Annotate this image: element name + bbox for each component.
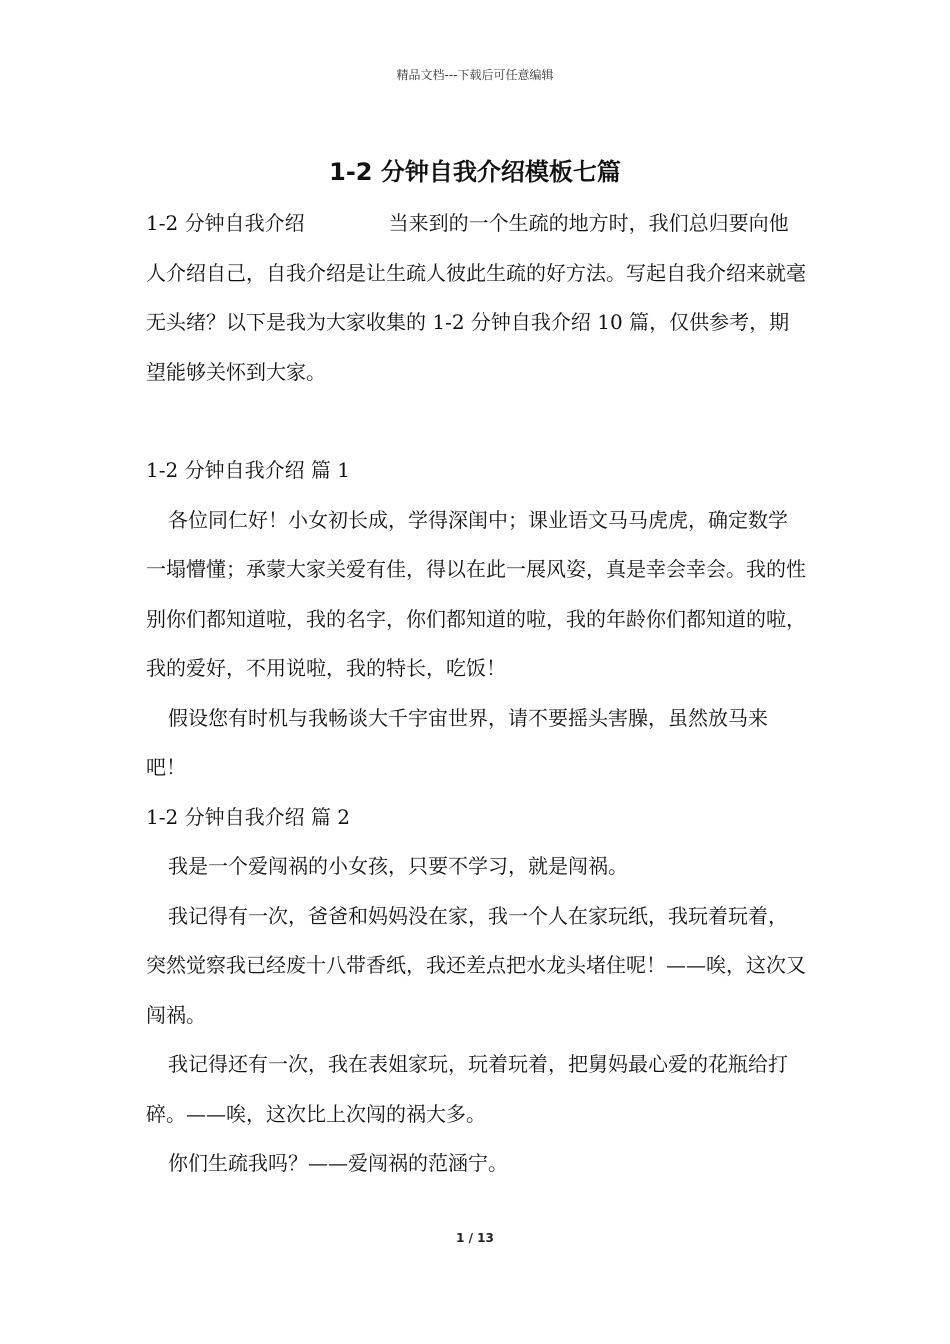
- section-1-paragraph: 假设您有时机与我畅谈大千宇宙世界，请不要摇头害臊，虽然放马来吧！: [146, 705, 768, 779]
- intro-lead: 1-2 分钟自我介绍: [146, 211, 305, 235]
- section-2-paragraph: 我是一个爱闯祸的小女孩，只要不学习，就是闯祸。: [168, 854, 628, 878]
- section-heading-2: 1-2 分钟自我介绍 篇 2: [146, 804, 351, 829]
- section-1-paragraph: 各位同仁好！小女初长成，学得深闺中；课业语文马马虎虎，确定数学一塌懵懂；承蒙大家关爱有佳，得以在此一展风姿，真是幸会幸会。我的性别你们都知道啦，我的名字，你们都知道的啦，我的年龄你们都知道的啦，我的爱好，不用说啦，我的特长，吃饭！: [146, 507, 806, 680]
- intro-paragraph: [146, 199, 806, 397]
- section-2-paragraph: 你们生疏我吗？——爱闯祸的范涵宁。: [168, 1151, 508, 1175]
- document-body: [146, 199, 806, 1189]
- page-number: 1 / 13: [456, 1231, 494, 1245]
- page-header: 精品文档---下载后可任意编辑: [396, 68, 554, 82]
- section-2-paragraph: 我记得还有一次，我在表姐家玩，玩着玩着，把舅妈最心爱的花瓶给打碎。——唉，这次比上次闯的祸大多。: [146, 1052, 788, 1126]
- section-2-paragraph: 我记得有一次，爸爸和妈妈没在家，我一个人在家玩纸，我玩着玩着，突然觉察我已经废十八带香纸，我还差点把水龙头堵住呢！——唉，这次又闯祸。: [146, 903, 806, 1027]
- document-title: 1-2 分钟自我介绍模板七篇: [329, 158, 621, 186]
- section-heading-1: 1-2 分钟自我介绍 篇 1: [146, 458, 351, 482]
- intro-text: 当来到的一个生疏的地方时，我们总归要向他人介绍自己，自我介绍是让生疏人彼此生疏的好方法。写起自我介绍来就毫无头绪？以下是我为大家收集的 1-2 分钟自我介绍 10 篇，仅供参考，期望能够关怀到大家。: [146, 211, 806, 384]
